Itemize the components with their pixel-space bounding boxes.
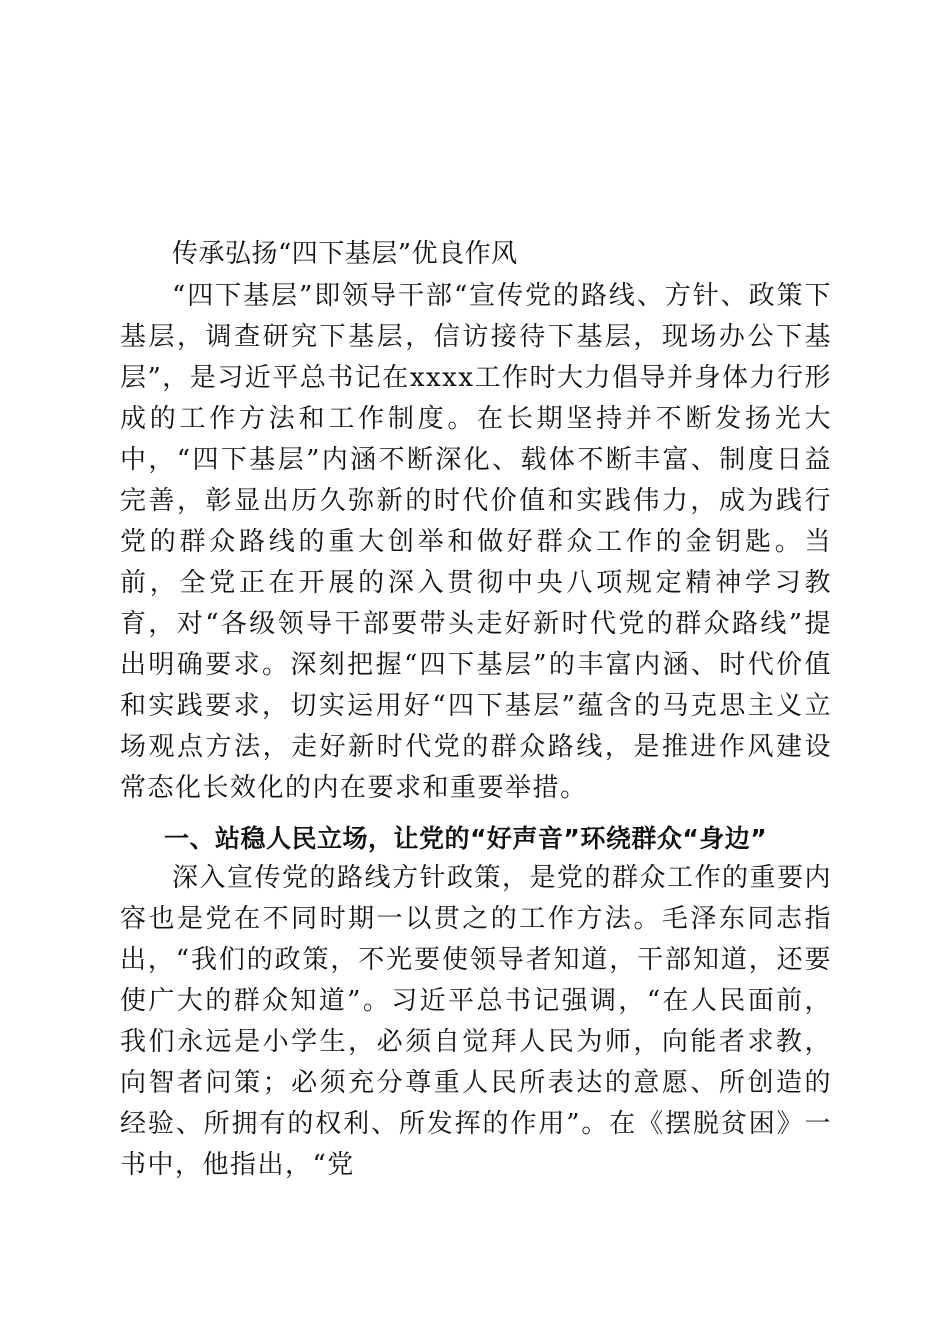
section-paragraph: 深入宣传党的路线方针政策，是党的群众工作的重要内容也是党在不同时期一以贯之的工作方法。毛泽东同志指出，“我们的政策，不光要使领导者知道，干部知道，还要使广大的群众知道”。习近平总书记强调，“在人民面前，我们永远是小学生，必须自觉拜人民为师，向能者求教，向智者问策；必须充分尊重人民所表达的意愿、所创造的经验、所拥有的权利、所发挥的作用”。在《摆脱贫困》一书中，他指出，“党 [120, 863, 833, 1180]
section-heading: 一、站稳人民立场，让党的“好声音”环绕群众“身边” [164, 824, 768, 853]
intro-paragraph: “四下基层”即领导干部“宣传党的路线、方针、政策下基层，调查研究下基层，信访接待下基层，现场办公下基层”，是习近平总书记在xxxx工作时大力倡导并身体力行形成的工作方法和工作制度。在长期坚持并不断发扬光大中，“四下基层”内涵不断深化、载体不断丰富、制度日益完善，彰显出历久弥新的时代价值和实践伟力，成为践行党的群众路线的重大创举和做好群众工作的金钥匙。当前，全党正在开展的深入贯彻中央八项规定精神学习教育，对“各级领导干部要带头走好新时代党的群众路线”提出明确要求。深刻把握“四下基层”的丰富内涵、时代价值和实践要求，切实运用好“四下基层”蕴含的马克思主义立场观点方法，走好新时代党的群众路线，是推进作风建设常态化长效化的内在要求和重要举措。 [120, 281, 832, 803]
document-title: 传承弘扬“四下基层”优良作风 [172, 239, 518, 269]
